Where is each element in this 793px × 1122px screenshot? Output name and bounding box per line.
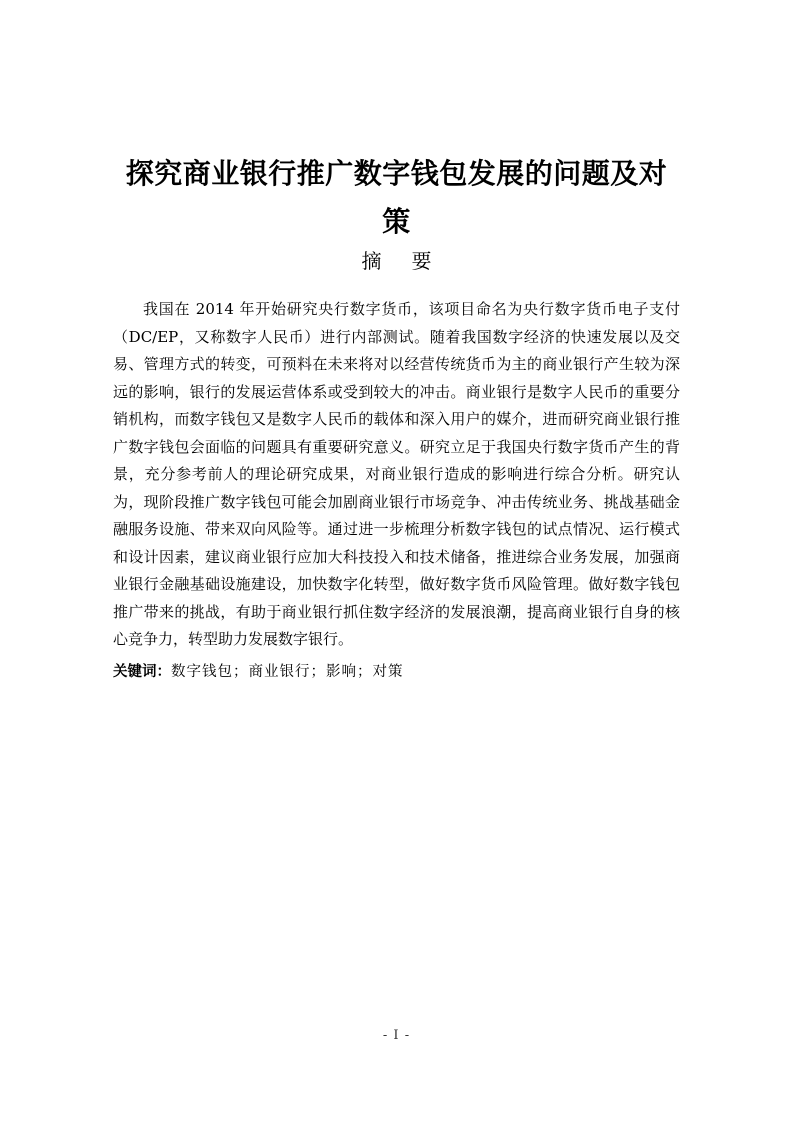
document-title: 探究商业银行推广数字钱包发展的问题及对策: [125, 157, 668, 238]
keywords-label: 关键词：: [113, 664, 171, 680]
page-number: - I -: [382, 1028, 411, 1043]
keywords-values: 数字钱包；商业银行；影响；对策: [171, 664, 404, 680]
keywords-line: [113, 660, 680, 684]
abstract-heading: 摘要: [361, 249, 462, 273]
abstract-body: 我国在 2014 年开始研究央行数字货币，该项目命名为央行数字货币电子支付（DC/EP，又称数字人民币）进行内部测试。随着我国数字经济的快速发展以及交易、管理方式的转变，可预料在未来将对以经营传统货币为主的商业银行产生较为深远的影响，银行的发展运营体系或受到较大的冲击。商业银行是数字人民币的重要分销机构，而数字钱包又是数字人民币的载体和深入用户的媒介，进而研究商业银行推广数字钱包会面临的问题具有重要研究意义。研究立足于我国央行数字货币产生的背景，充分参考前人的理论研究成果，对商业银行造成的影响进行综合分析。研究认为，现阶段推广数字钱包可能会加剧商业银行市场竞争、冲击传统业务、挑战基础金融服务设施、带来双向风险等。通过进一步梳理分析数字钱包的试点情况、运行模式和设计因素，建议商业银行应加大科技投入和技术储备，推进综合业务发展，加强商业银行金融基础设施建设，加快数字化转型，做好数字货币风险管理。做好数字钱包推广带来的挑战，有助于商业银行抓住数字经济的发展浪潮，提高商业银行自身的核心竞争力，转型助力发展数字银行。: [113, 300, 680, 648]
